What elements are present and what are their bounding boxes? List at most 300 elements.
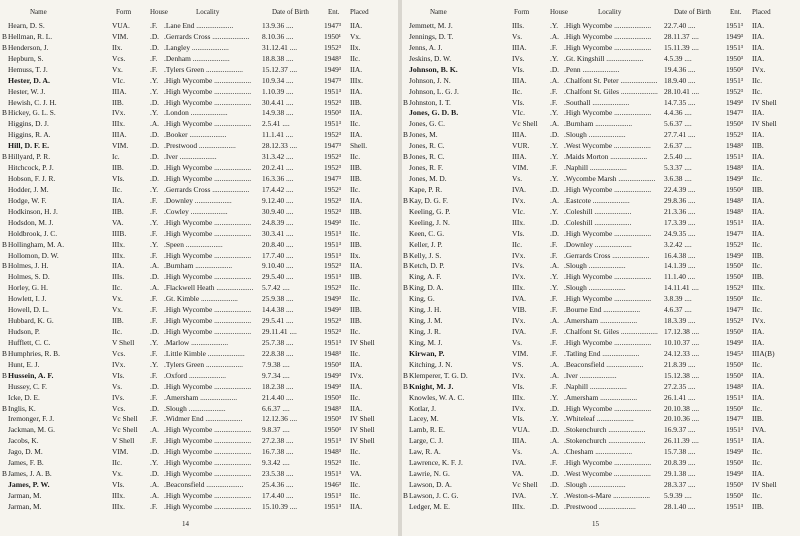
form: IVA. [512, 458, 527, 468]
pupil-name: Inglis, K. [8, 403, 36, 413]
pupil-name: Hodder, J. M. [8, 184, 49, 194]
house: .Y. [150, 239, 159, 249]
register-row [0, 53, 398, 64]
register-row [0, 206, 398, 217]
date-of-birth: 16.4.38 .... [664, 250, 696, 260]
date-of-birth: 24.12.33 .... [664, 348, 700, 358]
house: .A. [150, 261, 160, 271]
house: .D. [550, 217, 560, 227]
pupil-name: Jacobs, K. [8, 436, 39, 446]
house: .D. [150, 152, 160, 162]
form: IIA. [112, 261, 125, 271]
entry-year: 1951³ [726, 501, 743, 511]
locality: .Amersham .................... [164, 392, 238, 402]
register-row [402, 403, 800, 414]
pupil-name: Law, R. A. [409, 447, 441, 457]
entry-year: 1949³ [324, 294, 341, 304]
locality: .High Wycombe .................... [164, 458, 252, 468]
date-of-birth: 29.8.36 .... [664, 195, 696, 205]
house: .Y. [550, 152, 559, 162]
house: .D. [150, 163, 160, 173]
house: .Y. [150, 217, 159, 227]
form: Vc Shell [512, 119, 538, 129]
register-row [0, 468, 398, 479]
form: IIIB. [112, 228, 127, 238]
register-row [402, 359, 800, 370]
placed: IIIx. [752, 283, 765, 293]
entry-year: 1952³ [324, 152, 341, 162]
house: .D. [150, 327, 160, 337]
locality: .Eastcote .................... [564, 195, 630, 205]
register-row [402, 118, 800, 129]
locality: .Coleshill .................... [564, 206, 632, 216]
placed: IIA. [752, 53, 765, 63]
date-of-birth: 27.2.35 .... [664, 381, 696, 391]
locality: .High Wycombe .................... [164, 469, 252, 479]
register-row [402, 337, 800, 348]
header-ent: Ent. [328, 8, 340, 16]
pupil-name: Lawson, D. A. [409, 480, 452, 490]
placed: IIB. [350, 305, 362, 315]
entry-year: 1950³ [726, 119, 743, 129]
header-dob: Date of Birth [272, 8, 309, 16]
form: IIc. [112, 458, 123, 468]
house: .F. [150, 206, 158, 216]
form: IIIA. [512, 75, 527, 85]
date-of-birth: 28.1.40 .... [664, 501, 696, 511]
form: VIs. [512, 381, 525, 391]
form: IIIA. [512, 436, 527, 446]
locality: .High Wycombe .................... [164, 316, 252, 326]
date-of-birth: 28.3.37 .... [664, 480, 696, 490]
boarder-mark: B [2, 348, 7, 358]
date-of-birth: 11.1.41 .... [262, 130, 294, 140]
date-of-birth: 29.5.40 .... [262, 272, 294, 282]
entry-year: 1947³ [324, 21, 341, 30]
register-row [0, 31, 398, 42]
form: IVx. [512, 316, 526, 326]
form: VIM. [512, 348, 529, 358]
pupil-name: Johnson, J. N. [409, 75, 451, 85]
house: .D. [150, 174, 160, 184]
house: .D. [150, 42, 160, 52]
locality: .Gerrards Cross .................... [564, 250, 650, 260]
pupil-name: Ledger, M. E. [409, 501, 450, 511]
register-row [0, 501, 398, 512]
register-row [402, 282, 800, 293]
entry-year: 1950³ [726, 64, 743, 74]
locality: .High Wycombe .................... [164, 436, 252, 446]
date-of-birth: 4.6.37 .... [664, 305, 692, 315]
date-of-birth: 22.7.40 .... [664, 21, 696, 30]
date-of-birth: 14.1.39 .... [664, 261, 696, 271]
house: .A. [150, 119, 160, 129]
pupil-name: Lawrence, K. F. J. [409, 458, 463, 468]
pupil-name: Hollingham, M. A. [8, 239, 65, 249]
form: Vx. [112, 64, 123, 74]
entry-year: 1948³ [726, 381, 743, 391]
form: Vc Shell [512, 480, 538, 490]
pupil-name: Jones, R. C. [409, 141, 445, 151]
locality: .Naphill .................... [564, 381, 627, 391]
register-row [0, 315, 398, 326]
house: .F. [150, 195, 158, 205]
pupil-name: Iremonger, F. J. [8, 414, 55, 424]
entry-year: 1950³ [726, 184, 743, 194]
placed: IIc. [752, 490, 763, 500]
register-row [0, 260, 398, 271]
placed: IIA. [752, 337, 765, 347]
entry-year: 1952³ [324, 206, 341, 216]
placed: IIc. [350, 228, 361, 238]
pupil-name: Jones, G. D. B. [409, 108, 459, 118]
locality: .High Wycombe .................... [164, 97, 252, 107]
register-row [402, 392, 800, 403]
register-row [0, 118, 398, 129]
placed: IIB. [752, 141, 764, 151]
pupil-name: Hearn, D. S. [8, 21, 45, 30]
form: VUR. [512, 141, 530, 151]
register-row [402, 424, 800, 435]
placed: IIA. [350, 195, 363, 205]
form: Vx. [112, 294, 123, 304]
entry-year: 1951³ [324, 119, 341, 129]
form: VIc. [112, 75, 125, 85]
date-of-birth: 20.10.36 .... [664, 414, 700, 424]
entry-year: 1950³ [726, 403, 743, 413]
locality: .Langley .................... [164, 42, 229, 52]
house: .Y. [550, 272, 559, 282]
locality: .High Wycombe .................... [564, 272, 652, 282]
form: IIIx. [512, 501, 525, 511]
placed: IIA. [350, 21, 363, 30]
placed: IIA. [752, 370, 765, 380]
column-header [0, 8, 398, 20]
house: .A. [550, 261, 560, 271]
date-of-birth: 31.3.42 .... [262, 152, 294, 162]
locality: .High Wycombe .................... [164, 119, 252, 129]
form: Vs. [512, 31, 523, 41]
house: .Y. [550, 283, 559, 293]
date-of-birth: 20.8.39 .... [664, 458, 696, 468]
locality: .Chalfont St. Peter .................... [564, 75, 658, 85]
house: .Y. [150, 359, 159, 369]
register-row [402, 86, 800, 97]
register-row [0, 162, 398, 173]
locality: .Chesham .................... [564, 447, 633, 457]
locality: .Prestwood .................... [564, 501, 636, 511]
entry-year: 1951³ [324, 272, 341, 282]
entry-year: 1947³ [324, 141, 341, 151]
form: IIIs. [512, 21, 525, 30]
pupil-name: Johnson, B. K. [409, 64, 458, 74]
placed: Vx. [350, 31, 361, 41]
form: VUA. [512, 425, 530, 435]
locality: .Flackwell Heath .................... [164, 283, 254, 293]
placed: IIA. [350, 108, 363, 118]
register-row [0, 304, 398, 315]
date-of-birth: 5.9.39 .... [664, 490, 692, 500]
register-row [0, 424, 398, 435]
locality: .Iver .................... [564, 370, 617, 380]
placed: IIA. [350, 86, 363, 96]
register-row [402, 293, 800, 304]
pupil-name: Jennings, D. T. [409, 31, 454, 41]
locality: .Slough .................... [564, 480, 626, 490]
locality: .Tylers Green .................... [164, 64, 243, 74]
register-row [402, 304, 800, 315]
entry-year: 1947³ [726, 414, 743, 424]
entry-year: 1947³ [726, 228, 743, 238]
pupil-name: Hunt, E. J. [8, 359, 40, 369]
pupil-name: King, A. F. [409, 272, 442, 282]
date-of-birth: 12.12.36 .... [262, 414, 298, 424]
locality: .Chalfont St. Giles .................... [564, 327, 658, 337]
entry-year: 1949³ [726, 447, 743, 457]
form: VA. [112, 217, 124, 227]
pupil-name: Hellman, R. L. [8, 31, 53, 41]
header-house: House [550, 8, 568, 16]
locality: .High Wycombe .................... [564, 108, 652, 118]
form: IIB. [112, 316, 124, 326]
pupil-name: Keeling, J. N. [409, 217, 450, 227]
house: .A. [550, 316, 560, 326]
placed: IIc. [752, 174, 763, 184]
locality: .High Wycombe .................... [564, 458, 652, 468]
pupil-name: Jones, R. F. [409, 163, 444, 173]
house: .F. [150, 414, 158, 424]
form: IIc. [512, 86, 523, 96]
house: .Y. [150, 86, 159, 96]
register-row [402, 271, 800, 282]
register-row [0, 140, 398, 151]
register-row [0, 42, 398, 53]
entry-year: 1949³ [324, 64, 341, 74]
form: IIIs. [112, 272, 125, 282]
locality: .High Wycombe .................... [164, 327, 252, 337]
placed: IIA. [752, 436, 765, 446]
form: IIc. [112, 283, 123, 293]
date-of-birth: 20.8.40 .... [262, 239, 294, 249]
pupil-name: Keller, J. P. [409, 239, 443, 249]
locality: .Prestwood .................... [164, 141, 236, 151]
entry-year: 1950³ [324, 108, 341, 118]
locality: .High Wycombe .................... [164, 75, 252, 85]
date-of-birth: 25.9.38 .... [262, 294, 294, 304]
date-of-birth: 15.7.38 .... [664, 447, 696, 457]
placed: IIB. [350, 272, 362, 282]
placed: IIc. [752, 403, 763, 413]
house: .D. [550, 64, 560, 74]
boarder-mark: B [2, 239, 7, 249]
locality: .High Wycombe .................... [164, 228, 252, 238]
pupil-name: Kelly, J. S. [409, 250, 442, 260]
form: IIIx. [112, 239, 125, 249]
form: VIc. [512, 108, 525, 118]
register-row [402, 206, 800, 217]
pupil-name: Jones, M. D. [409, 174, 447, 184]
form: VIs. [512, 64, 525, 74]
locality: .Maids Morton .................... [564, 152, 648, 162]
form: IIB. [112, 163, 124, 173]
header-house: House [150, 8, 168, 16]
placed: IIc. [350, 53, 361, 63]
form: VIB. [512, 305, 527, 315]
house: .D. [550, 469, 560, 479]
pupil-name: Large, C. J. [409, 436, 444, 446]
header-locality: Locality [196, 8, 220, 16]
pupil-name: Kay, D. G. F. [409, 195, 448, 205]
form: IIA. [112, 195, 125, 205]
house: .F. [150, 294, 158, 304]
locality: .Oxford .................... [164, 370, 226, 380]
register-row [0, 392, 398, 403]
register-row [402, 326, 800, 337]
boarder-mark: B [2, 370, 7, 380]
locality: .High Wycombe .................... [564, 31, 652, 41]
entry-year: 1951³ [324, 250, 341, 260]
date-of-birth: 28.12.33 .... [262, 141, 298, 151]
placed: IIB. [752, 501, 764, 511]
entry-year: 1951³ [324, 469, 341, 479]
placed: IIA. [752, 31, 765, 41]
entry-year: 1948³ [726, 141, 743, 151]
date-of-birth: 7.9.38 .... [262, 359, 290, 369]
house: .D. [550, 184, 560, 194]
entry-year: 1950³ [726, 294, 743, 304]
date-of-birth: 22.4.39 .... [664, 184, 696, 194]
form: Vcs. [112, 348, 126, 358]
form: Vs. [112, 381, 123, 391]
entry-year: 1950³ [324, 359, 341, 369]
entry-year: 1948³ [726, 206, 743, 216]
pupil-name: Howell, D. L. [8, 305, 49, 315]
placed: IIB. [752, 414, 764, 424]
register-row [402, 184, 800, 195]
placed: IIIA(B) [752, 348, 775, 358]
house: .D. [150, 272, 160, 282]
placed: IIB. [350, 174, 362, 184]
house: .A. [550, 359, 560, 369]
house: .D. [150, 31, 160, 41]
register-row [402, 107, 800, 118]
pupil-name: Hufflett, C. C. [8, 337, 51, 347]
entry-year: 1949³ [324, 370, 341, 380]
entry-year: 1951³ [726, 21, 743, 30]
register-row [402, 381, 800, 392]
register-row [0, 413, 398, 424]
house: .F. [550, 163, 558, 173]
entry-year: 1950³ [324, 392, 341, 402]
entry-year: 1952³ [726, 130, 743, 140]
pupil-name: Kape, P. R. [409, 184, 443, 194]
pupil-name: King, M. J. [409, 337, 443, 347]
entry-year: 1952³ [324, 130, 341, 140]
pupil-name: Hickey, G. L. S. [8, 108, 56, 118]
placed: IIc. [350, 490, 361, 500]
placed: IIc. [350, 217, 361, 227]
locality: .Downley .................... [564, 239, 632, 249]
pupil-name: Hepburn, S. [8, 53, 44, 63]
date-of-birth: 9.8.37 .... [262, 425, 290, 435]
form: Vs. [512, 447, 523, 457]
house: .F. [150, 348, 158, 358]
register-row [0, 250, 398, 261]
boarder-mark: B [403, 381, 408, 391]
entry-year: 1952³ [324, 97, 341, 107]
placed: IIc. [350, 283, 361, 293]
locality: .Booker .................... [164, 130, 227, 140]
form: IIc. [112, 327, 123, 337]
register-row [402, 435, 800, 446]
house: .F. [150, 305, 158, 315]
boarder-mark: B [2, 108, 7, 118]
pupil-name: James, P. W. [8, 480, 50, 490]
placed: IIc. [350, 480, 361, 490]
placed: IIA. [350, 381, 363, 391]
placed: IIB. [350, 97, 362, 107]
house: .Y. [150, 458, 159, 468]
locality: .High Wycombe .................... [164, 447, 252, 457]
register-row [0, 381, 398, 392]
locality: .Amersham .................... [564, 392, 638, 402]
register-row [0, 151, 398, 162]
placed: IIA. [752, 195, 765, 205]
register-row [402, 413, 800, 424]
house: .Y. [550, 174, 559, 184]
date-of-birth: 5.6.37 .... [664, 119, 692, 129]
entry-year: 1951³ [726, 152, 743, 162]
date-of-birth: 16.9.37 .... [664, 425, 696, 435]
date-of-birth: 18.3.39 .... [664, 316, 696, 326]
date-of-birth: 15.11.39 .... [664, 42, 699, 52]
form: IIIx. [112, 119, 125, 129]
pupil-name: Kitching, J. N. [409, 359, 453, 369]
house: .F. [150, 501, 158, 511]
house: .Y. [150, 75, 159, 85]
house: .Y. [550, 53, 559, 63]
placed: IIc. [350, 184, 361, 194]
placed: IIB. [752, 184, 764, 194]
form: IIIx. [112, 501, 125, 511]
entry-year: 1951³ [726, 425, 743, 435]
locality: .High Wycombe .................... [164, 163, 252, 173]
placed: IV Shell [752, 480, 777, 490]
form: IIIA. [512, 42, 527, 52]
page-number: 14 [182, 520, 189, 528]
boarder-mark: B [403, 97, 408, 107]
house: .D. [150, 141, 160, 151]
page-number: 15 [592, 520, 599, 528]
entry-year: 1949³ [726, 31, 743, 41]
left-page [0, 0, 398, 536]
entry-year: 1950³ [726, 480, 743, 490]
locality: .Stokenchurch .................... [564, 425, 646, 435]
pupil-name: King, G. [409, 294, 435, 304]
entry-year: 1950³ [726, 261, 743, 271]
pupil-name: Knowles, W. A. C. [409, 392, 465, 402]
entry-year: 1950³ [324, 414, 341, 424]
entry-year: 1952³ [324, 316, 341, 326]
house: .F. [550, 381, 558, 391]
locality: .Coleshill .................... [564, 217, 632, 227]
house: .A. [550, 119, 560, 129]
boarder-mark: B [2, 403, 7, 413]
entry-year: 1951³ [324, 86, 341, 96]
locality: .Gerrards Cross .................... [164, 31, 250, 41]
pupil-name: Henderson, J. [8, 42, 49, 52]
pupil-name: Hillyard, P. R. [8, 152, 51, 162]
